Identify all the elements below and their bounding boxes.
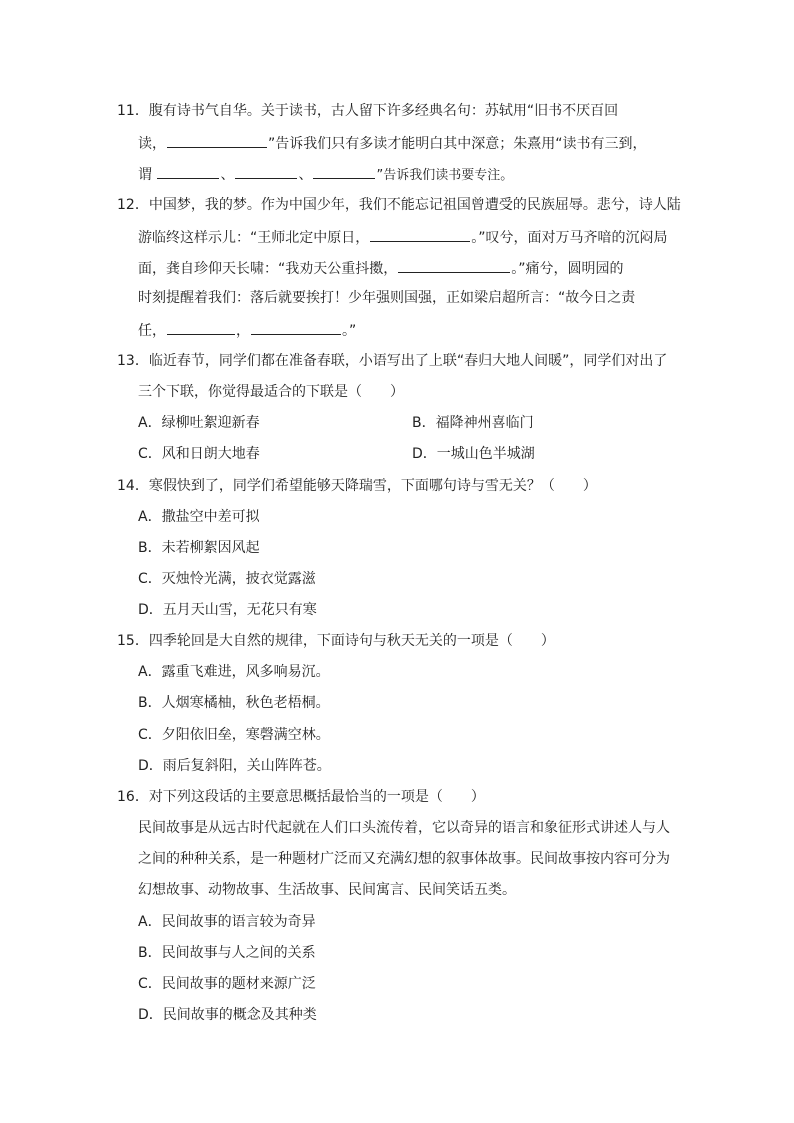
q12-blank-4[interactable] <box>251 319 341 335</box>
q16-option-b[interactable]: B．民间故事与人之间的关系 <box>138 945 316 961</box>
q11-line-3-text-a: 谓 <box>138 167 152 183</box>
q16-option-a[interactable]: A．民间故事的语言较为奇异 <box>138 914 316 930</box>
q12-line-2 <box>138 226 668 246</box>
q12-line-1: 12．中国梦，我的梦。作为中国少年，我们不能忘记祖国曾遭受的民族屈辱。悲兮，诗人陆 <box>117 197 681 213</box>
q12-line-3-text-a: 面，龚自珍仰天长啸：“我劝天公重抖擞， <box>138 261 398 277</box>
q16-line-1: 16．对下列这段话的主要意思概括最恰当的一项是（ ） <box>117 789 485 805</box>
q13-option-d[interactable]: D．一城山色半城湖 <box>412 446 535 462</box>
q12-line-3-text-b: 。”痛兮，圆明园的 <box>511 261 624 277</box>
q11-line-2-text-a: 读， <box>138 136 166 152</box>
q16-option-d[interactable]: D．民间故事的概念及其种类 <box>138 1007 317 1023</box>
q11-blank-2[interactable] <box>157 163 219 179</box>
q14-option-c[interactable]: C．灭烛怜光满，披衣觉露滋 <box>138 571 316 587</box>
q13-option-a[interactable]: A．绿柳吐絮迎新春 <box>138 415 260 431</box>
q15-option-a[interactable]: A．露重飞难进，风多响易沉。 <box>138 664 330 680</box>
q11-blank-1[interactable] <box>167 132 267 148</box>
q13-line-2: 三个下联，你觉得最适合的下联是（ ） <box>138 384 404 400</box>
q13-line-1: 13．临近春节，同学们都在准备春联，小语写出了上联“春归大地人间暖”，同学们对出了 <box>117 353 668 369</box>
q12-line-5-text-c: 。” <box>342 323 357 339</box>
q16-passage-line-3: 幻想故事、动物故事、生活故事、民间寓言、民间笑话五类。 <box>138 882 516 898</box>
q12-line-5-text-b: ， <box>236 323 250 339</box>
q15-option-b[interactable]: B．人烟寒橘柚，秋色老梧桐。 <box>138 695 330 711</box>
q12-line-5-text-a: 任， <box>138 323 166 339</box>
q11-line-1: 11．腹有诗书气自华。关于读书，古人留下许多经典名句：苏轼用“旧书不厌百回 <box>117 103 619 119</box>
q16-passage-line-2: 之间的种种关系，是一种题材广泛而又充满幻想的叙事体故事。民间故事按内容可分为 <box>138 851 670 867</box>
q15-line-1: 15．四季轮回是大自然的规律，下面诗句与秋天无关的一项是（ ） <box>117 633 555 649</box>
q11-line-2 <box>138 132 647 152</box>
q14-option-a[interactable]: A．撒盐空中差可拟 <box>138 509 260 525</box>
q12-line-2-text-b: 。”叹兮，面对万马齐喑的沉闷局 <box>471 230 668 246</box>
q16-passage-line-1: 民间故事是从远古时代起就在人们口头流传着，它以奇异的语言和象征形式讲述人与人 <box>138 820 670 836</box>
q13-option-b[interactable]: B．福降神州喜临门 <box>412 415 534 431</box>
q11-line-3 <box>138 163 513 183</box>
q16-option-c[interactable]: C．民间故事的题材来源广泛 <box>138 976 316 992</box>
q12-blank-2[interactable] <box>398 257 510 273</box>
q12-blank-3[interactable] <box>167 319 235 335</box>
q11-blank-3[interactable] <box>235 163 297 179</box>
q15-option-c[interactable]: C．夕阳依旧垒，寒磬满空林。 <box>138 727 330 743</box>
q11-sep-1: 、 <box>220 167 235 183</box>
q15-option-d[interactable]: D．雨后复斜阳，关山阵阵苍。 <box>138 758 331 774</box>
q12-line-5 <box>138 319 356 339</box>
q11-line-2-text-b: ”告诉我们只有多读才能明白其中深意；朱熹用“读书有三到， <box>268 136 647 152</box>
q14-option-b[interactable]: B．未若柳絮因风起 <box>138 540 260 556</box>
q14-line-1: 14．寒假快到了，同学们希望能够天降瑞雪，下面哪句诗与雪无关？（ ） <box>117 478 597 494</box>
q12-line-3 <box>138 257 624 277</box>
q11-line-3-text-b: ”告诉我们读书要专注。 <box>376 168 514 183</box>
q11-blank-4[interactable] <box>313 163 375 179</box>
q13-option-c[interactable]: C．风和日朗大地春 <box>138 446 260 462</box>
q11-sep-2: 、 <box>298 167 313 183</box>
q14-option-d[interactable]: D．五月天山雪，无花只有寒 <box>138 602 317 618</box>
q12-blank-1[interactable] <box>370 226 470 242</box>
q12-line-4: 时刻提醒着我们：落后就要挨打！少年强则国强，正如梁启超所言：“故今日之责 <box>138 290 636 306</box>
q12-line-2-text-a: 游临终这样示儿：“王师北定中原日， <box>138 230 370 246</box>
